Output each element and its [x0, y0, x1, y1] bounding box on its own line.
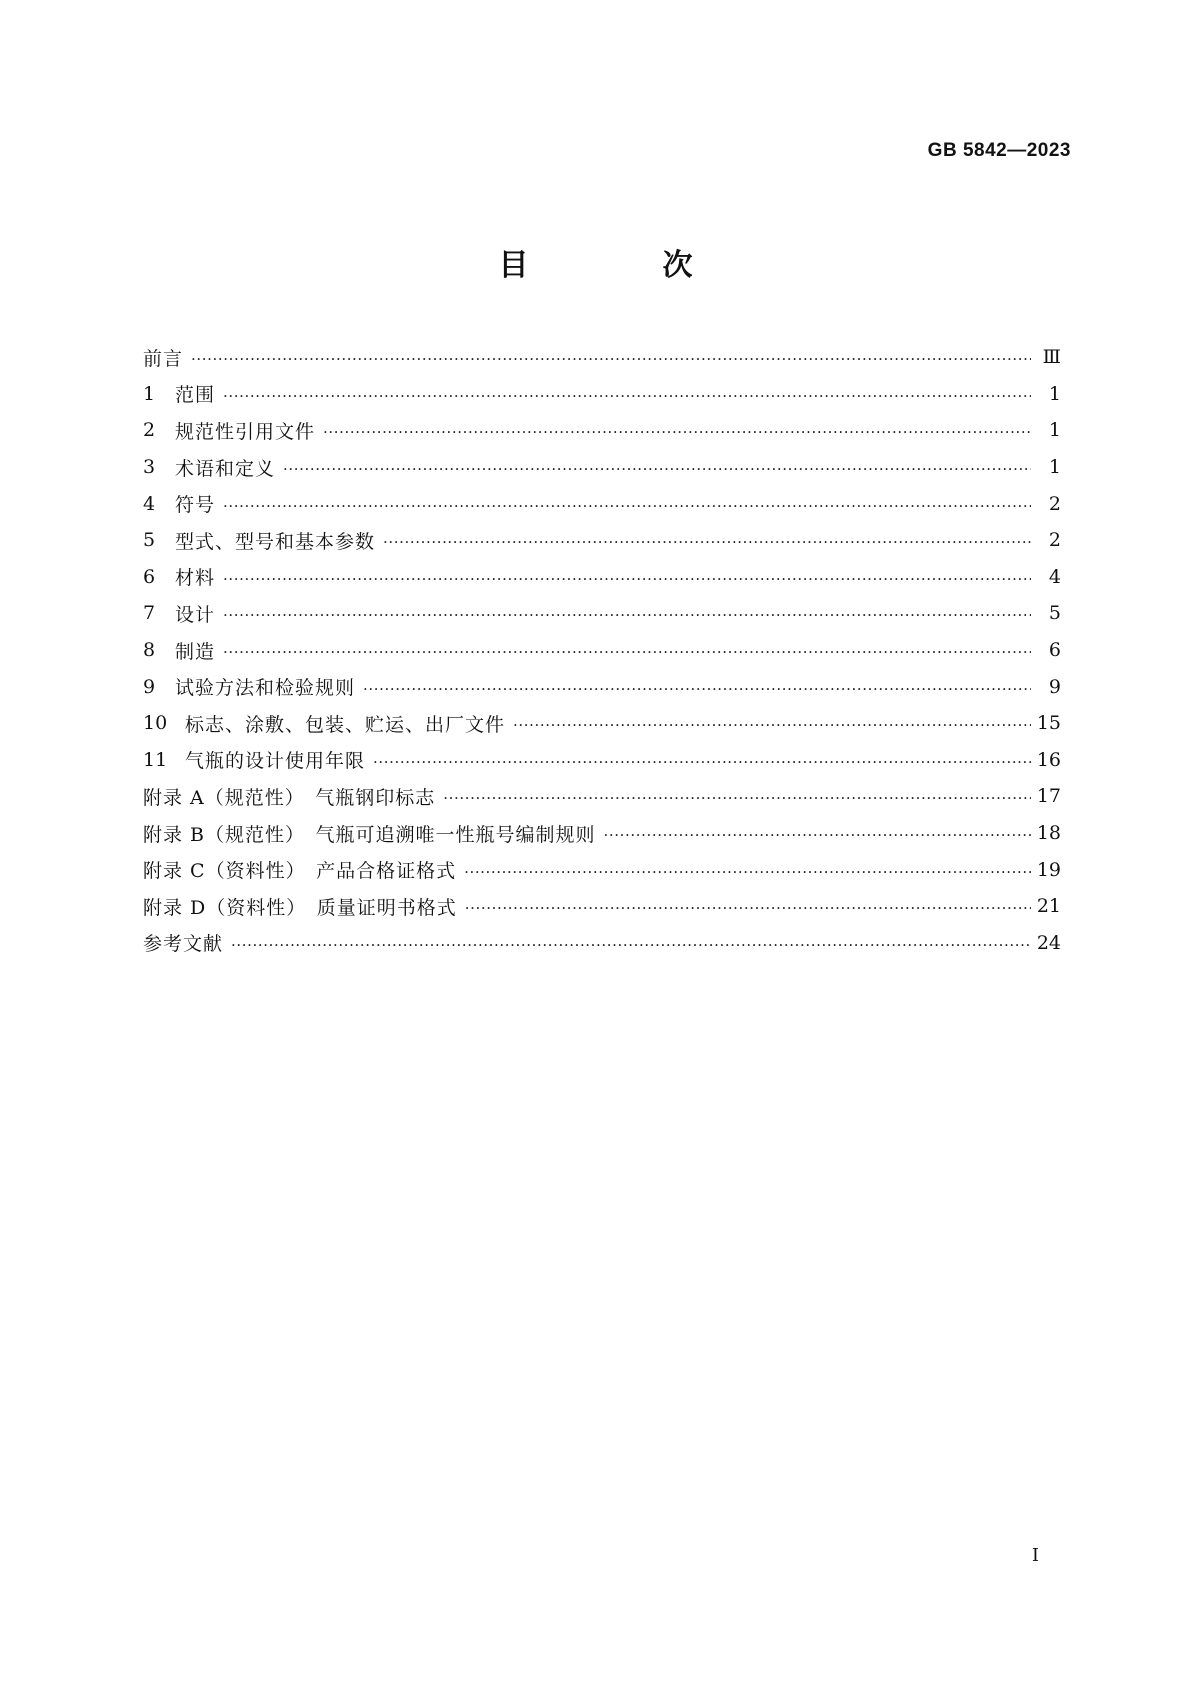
toc-entry-7[interactable]	[143, 595, 1061, 632]
toc-entry-number: 7	[143, 602, 156, 625]
toc-entry-number: 1	[143, 382, 156, 405]
toc-entry-8[interactable]	[143, 632, 1061, 669]
toc-leader-dots	[465, 899, 1031, 917]
toc-entry-2[interactable]	[143, 412, 1061, 449]
toc-entry-5[interactable]	[143, 522, 1061, 559]
toc-entry-label: 范围	[175, 384, 216, 407]
toc-entry-foreword[interactable]	[143, 339, 1061, 376]
standard-code: GB 5842—2023	[927, 140, 1071, 161]
toc-entry-6[interactable]	[143, 559, 1061, 596]
toc-entry-annex-b[interactable]	[143, 815, 1061, 852]
toc-leader-dots	[223, 497, 1031, 515]
toc-entry-page: 1	[1048, 382, 1061, 405]
toc-entry-page: 17	[1036, 785, 1061, 808]
toc-leader-dots	[383, 533, 1031, 551]
toc-entry-page: 16	[1036, 748, 1061, 771]
toc-entry-label: 制造	[175, 640, 216, 663]
toc-leader-dots	[363, 680, 1031, 698]
toc-entry-page: 19	[1036, 858, 1061, 881]
toc-entry-label: 附录 C（资料性） 产品合格证格式	[143, 860, 457, 883]
toc-entry-number: 10	[143, 712, 168, 735]
toc-leader-dots	[604, 826, 1031, 844]
toc-entry-annex-a[interactable]	[143, 778, 1061, 815]
toc-entry-number: 2	[143, 419, 156, 442]
toc-leader-dots	[223, 387, 1031, 405]
toc-entry-number: 4	[143, 492, 156, 515]
toc-entry-label: 标志、涂敷、包装、贮运、出厂文件	[185, 713, 506, 736]
toc-entry-label: 前言	[143, 347, 184, 370]
page-title: 目 次	[498, 248, 745, 283]
page-number: Ⅰ	[1031, 1545, 1039, 1566]
toc-leader-dots	[464, 863, 1031, 881]
toc-entry-page: 6	[1048, 639, 1061, 662]
toc-entry-annex-c[interactable]	[143, 851, 1061, 888]
toc-leader-dots	[443, 789, 1031, 807]
toc-entry-label: 型式、型号和基本参数	[175, 530, 376, 553]
toc-entry-label: 符号	[175, 494, 216, 517]
toc-entry-page: 2	[1048, 492, 1061, 515]
toc-entry-number: 3	[143, 456, 156, 479]
toc-leader-dots	[223, 606, 1031, 624]
toc-entry-label: 附录 B（规范性） 气瓶可追溯唯一性瓶号编制规则	[143, 823, 596, 846]
toc-entry-10[interactable]	[143, 705, 1061, 742]
toc-entry-label: 术语和定义	[175, 457, 276, 480]
toc-entry-label: 参考文献	[143, 933, 224, 956]
table-of-contents	[143, 339, 1061, 961]
toc-entry-label: 附录 D（资料性） 质量证明书格式	[143, 896, 457, 919]
toc-entry-label: 规范性引用文件	[175, 420, 316, 443]
toc-entry-number: 9	[143, 675, 156, 698]
toc-leader-dots	[223, 570, 1031, 588]
toc-entry-4[interactable]	[143, 485, 1061, 522]
toc-entry-number: 8	[143, 639, 156, 662]
toc-leader-dots	[283, 460, 1031, 478]
toc-entry-label: 气瓶的设计使用年限	[185, 750, 366, 773]
toc-entry-page: 4	[1048, 565, 1061, 588]
toc-entry-label: 附录 A（规范性） 气瓶钢印标志	[143, 786, 436, 809]
toc-entry-label: 试验方法和检验规则	[175, 677, 356, 700]
toc-entry-page: 21	[1036, 895, 1061, 918]
toc-entry-page: 1	[1048, 419, 1061, 442]
toc-entry-11[interactable]	[143, 742, 1061, 779]
toc-entry-label: 材料	[175, 567, 216, 590]
toc-entry-1[interactable]	[143, 376, 1061, 413]
toc-entry-label: 设计	[175, 603, 216, 626]
toc-entry-bibliography[interactable]	[143, 925, 1061, 962]
toc-leader-dots	[323, 423, 1031, 441]
toc-entry-number: 11	[143, 748, 168, 771]
toc-entry-page: 9	[1048, 675, 1061, 698]
toc-entry-page: Ⅲ	[1042, 346, 1061, 369]
toc-entry-annex-d[interactable]	[143, 888, 1061, 925]
toc-leader-dots	[513, 716, 1031, 734]
toc-leader-dots	[223, 643, 1031, 661]
toc-entry-page: 24	[1036, 931, 1061, 954]
toc-entry-3[interactable]	[143, 449, 1061, 486]
toc-leader-dots	[191, 350, 1031, 368]
toc-leader-dots	[231, 936, 1031, 954]
toc-leader-dots	[373, 753, 1031, 771]
toc-entry-page: 1	[1048, 456, 1061, 479]
toc-entry-number: 6	[143, 565, 156, 588]
toc-entry-page: 18	[1036, 822, 1061, 845]
toc-entry-number: 5	[143, 529, 156, 552]
toc-entry-page: 5	[1048, 602, 1061, 625]
toc-entry-page: 2	[1048, 529, 1061, 552]
toc-entry-page: 15	[1036, 712, 1061, 735]
toc-entry-9[interactable]	[143, 668, 1061, 705]
